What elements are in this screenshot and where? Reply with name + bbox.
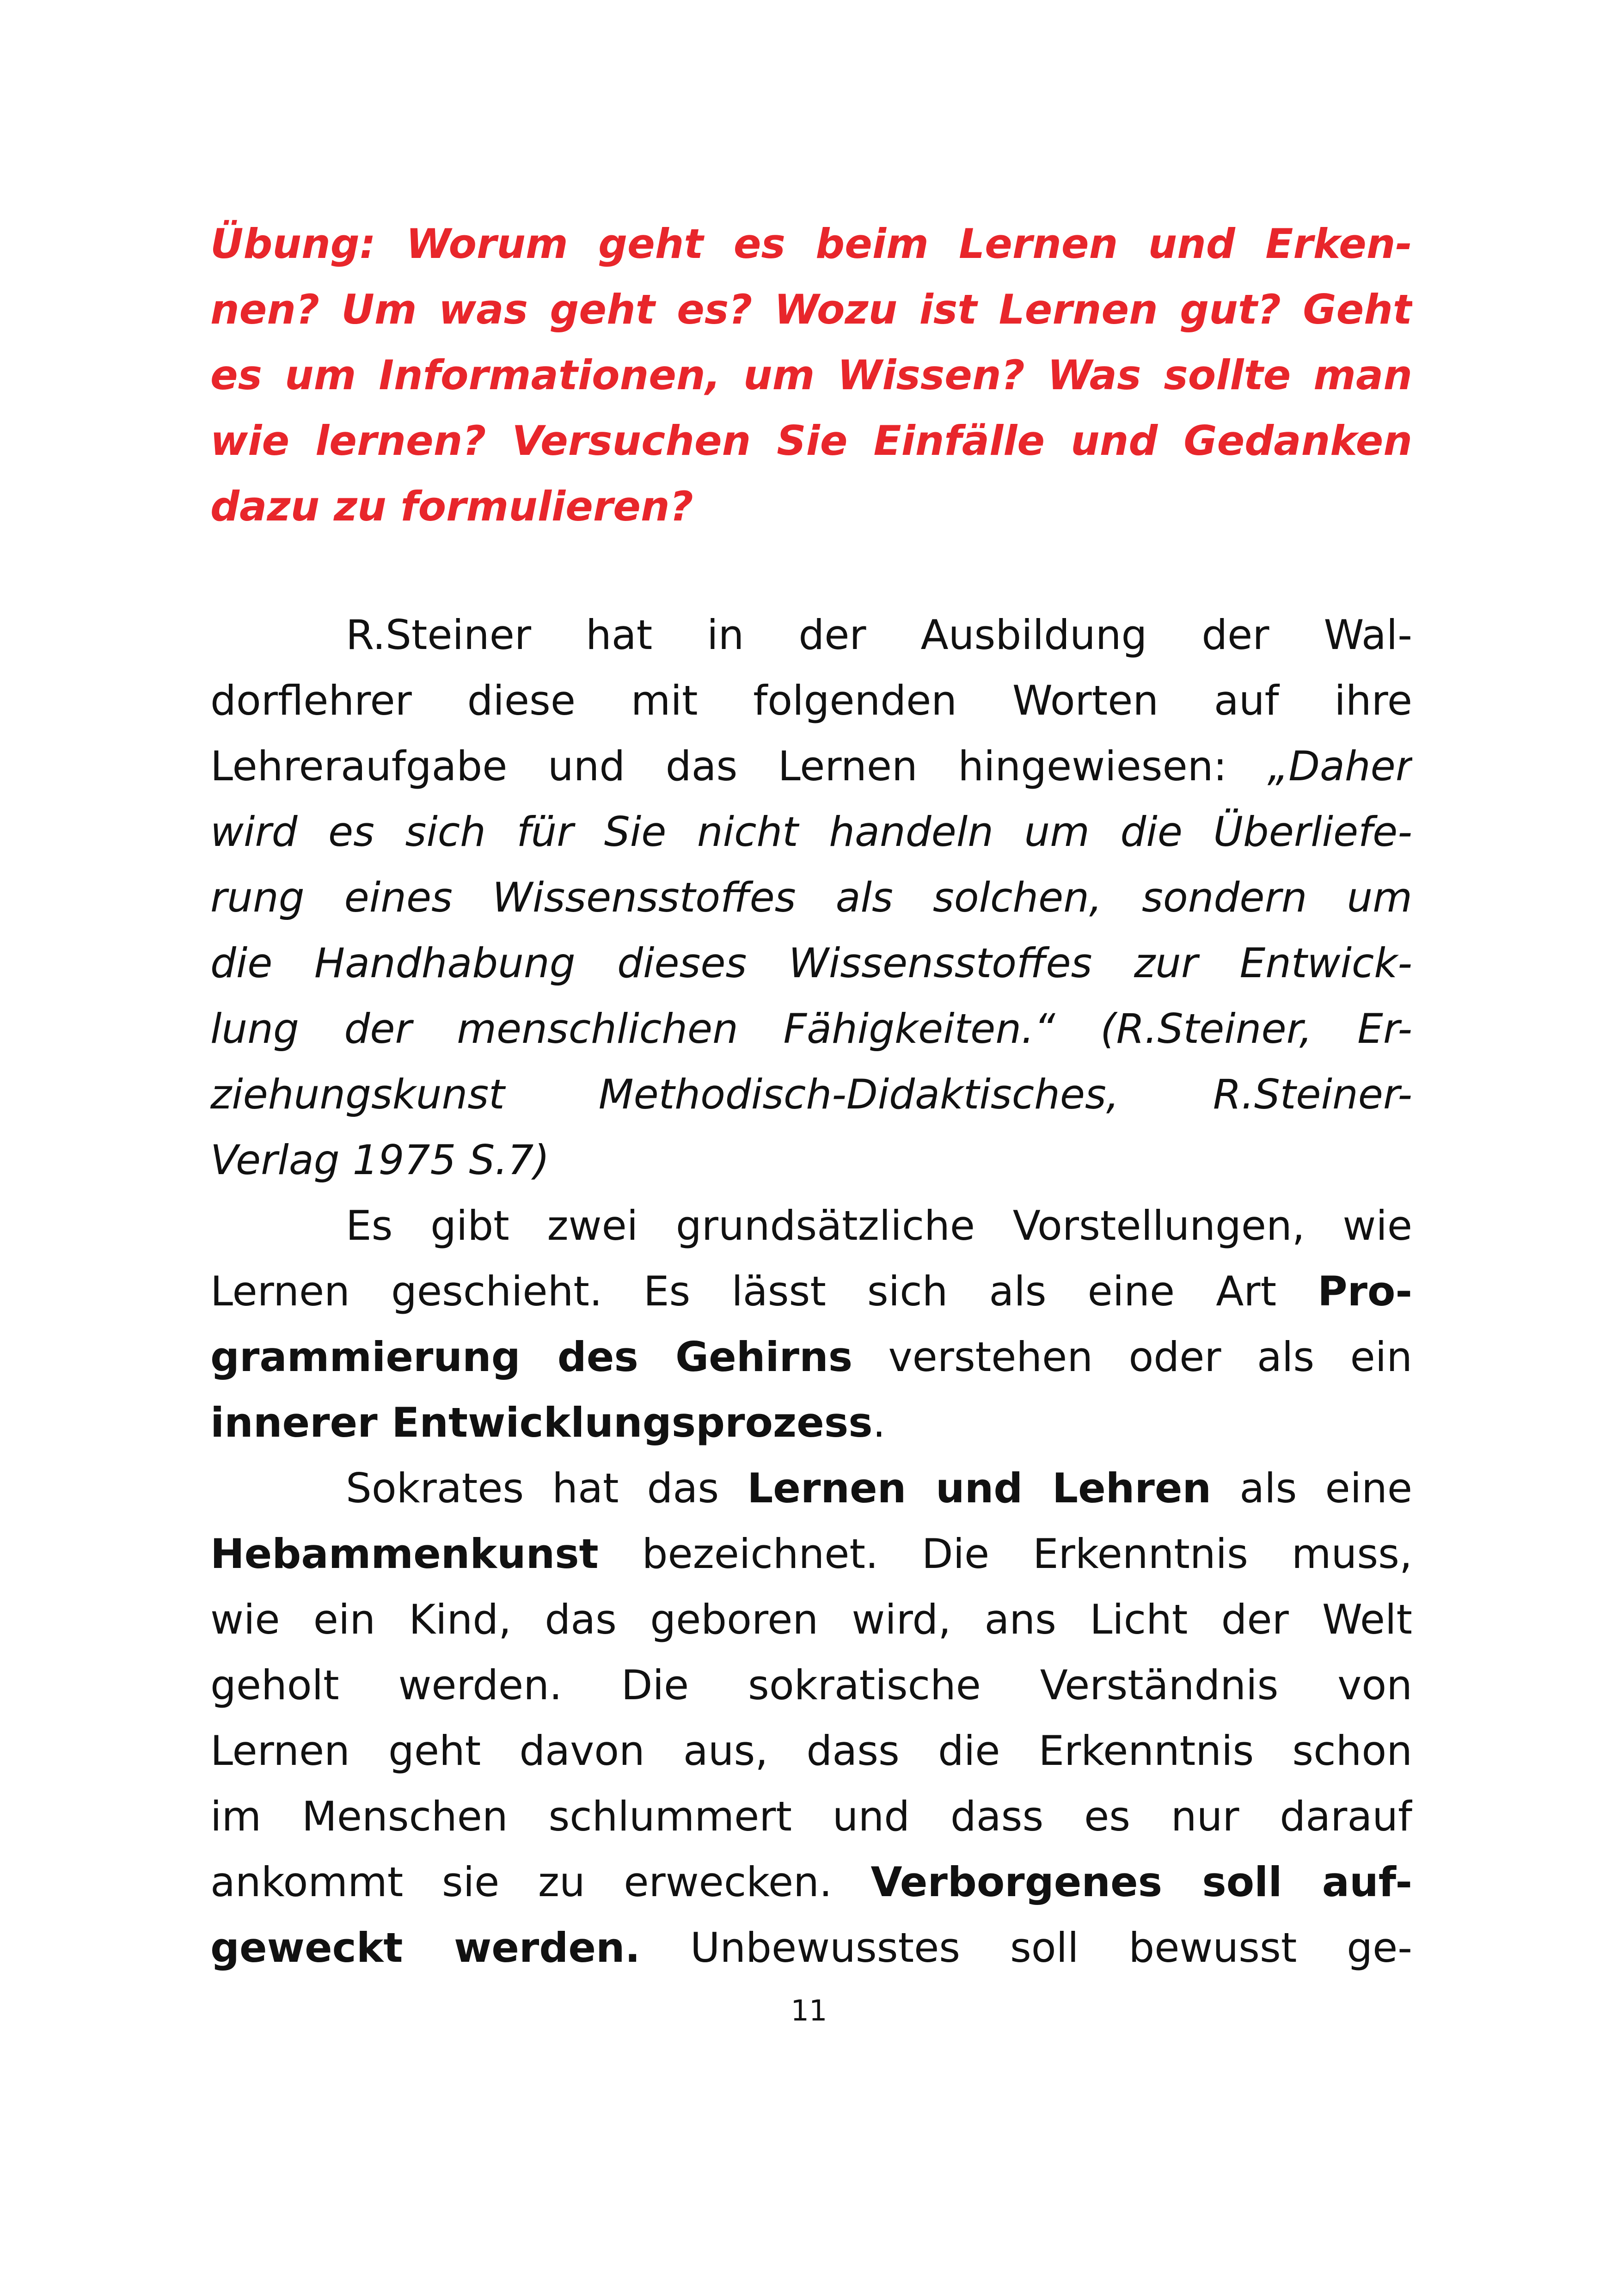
paragraph-3-text: Unbewusstes soll bewusst ge- xyxy=(640,1924,1412,1971)
quote-line-4: lung der menschlichen Fähigkeiten.“ (R.Steiner, Er- xyxy=(210,1005,1412,1053)
paragraph-3-line-3: wie ein Kind, das geboren wird, ans Licht der Welt xyxy=(210,1596,1412,1643)
paragraph-1-line-2: dorflehrer diese mit folgenden Worten auf ihre xyxy=(210,677,1412,724)
paragraph-3-line-1 xyxy=(346,1456,1412,1521)
emphasis-verborgenes: Verborgenes soll auf- xyxy=(870,1858,1412,1906)
paragraph-2-line-3 xyxy=(210,1324,1412,1390)
emphasis-programmierung: Pro- xyxy=(1318,1267,1412,1315)
paragraph-3-text: als eine xyxy=(1211,1464,1412,1512)
paragraph-3-line-4: geholt werden. Die sokratische Verständnis von xyxy=(210,1661,1412,1709)
paragraph-3-text: ankommt sie zu erwecken. xyxy=(210,1858,871,1906)
citation-line-1: ziehungskunst Methodisch-Didaktisches, R.Steiner- xyxy=(210,1071,1412,1118)
quote-line-2: rung eines Wissensstoffes als solchen, sondern um xyxy=(210,874,1412,921)
emphasis-hebammenkunst: Hebammenkunst xyxy=(210,1530,599,1578)
quote-line-3: die Handhabung dieses Wissensstoffes zur Entwick- xyxy=(210,939,1412,987)
exercise-line-1: Übung: Worum geht es beim Lernen und Erken- xyxy=(210,220,1412,268)
emphasis-entwicklungsprozess: innerer Entwicklungsprozess xyxy=(210,1399,873,1446)
paragraph-2-text: . xyxy=(872,1399,886,1446)
paragraph-2-line-2 xyxy=(210,1259,1412,1324)
paragraph-3-text: bezeichnet. Die Erkenntnis muss, xyxy=(598,1530,1412,1578)
paragraph-2-text: Lernen geschieht. Es lässt sich als eine Art xyxy=(210,1267,1318,1315)
paragraph-3-line-7 xyxy=(210,1849,1412,1915)
paragraph-3-line-8 xyxy=(210,1915,1412,1981)
exercise-line-3: es um Informationen, um Wissen? Was sollte man xyxy=(210,351,1412,399)
exercise-line-4: wie lernen? Versuchen Sie Einfälle und Gedanken xyxy=(210,417,1412,465)
paragraph-1-line-3 xyxy=(210,734,1412,799)
emphasis-aufgeweckt: geweckt werden. xyxy=(210,1924,641,1971)
paragraph-2-line-1: Es gibt zwei grundsätzliche Vorstellungen, wie xyxy=(346,1202,1412,1249)
paragraph-2-text: verstehen oder als ein xyxy=(852,1333,1412,1381)
paragraph-3-line-6: im Menschen schlummert und dass es nur darauf xyxy=(210,1793,1412,1840)
exercise-line-2: nen? Um was geht es? Wozu ist Lernen gut? Geht xyxy=(210,286,1412,333)
quote-line-1: wird es sich für Sie nicht handeln um die Überliefe- xyxy=(210,808,1412,856)
page-number: 11 xyxy=(791,1994,827,2027)
paragraph-3-line-5: Lernen geht davon aus, dass die Erkenntnis schon xyxy=(210,1727,1412,1775)
paragraph-1-text: Lehreraufgabe und das Lernen hingewiesen: xyxy=(210,742,1268,790)
quote-start: „Daher xyxy=(1267,742,1412,790)
emphasis-gehirn: grammierung des Gehirns xyxy=(210,1333,853,1381)
paragraph-3-text: Sokrates hat das xyxy=(346,1464,748,1512)
paragraph-3-line-2 xyxy=(210,1521,1412,1587)
paragraph-2-line-4 xyxy=(210,1390,1412,1456)
emphasis-lernen-lehren: Lernen und Lehren xyxy=(747,1464,1212,1512)
paragraph-1-line-1: R.Steiner hat in der Ausbildung der Wal- xyxy=(346,611,1412,659)
citation-line-2: Verlag 1975 S.7) xyxy=(210,1136,550,1184)
exercise-line-5: dazu zu formulieren? xyxy=(210,483,693,530)
